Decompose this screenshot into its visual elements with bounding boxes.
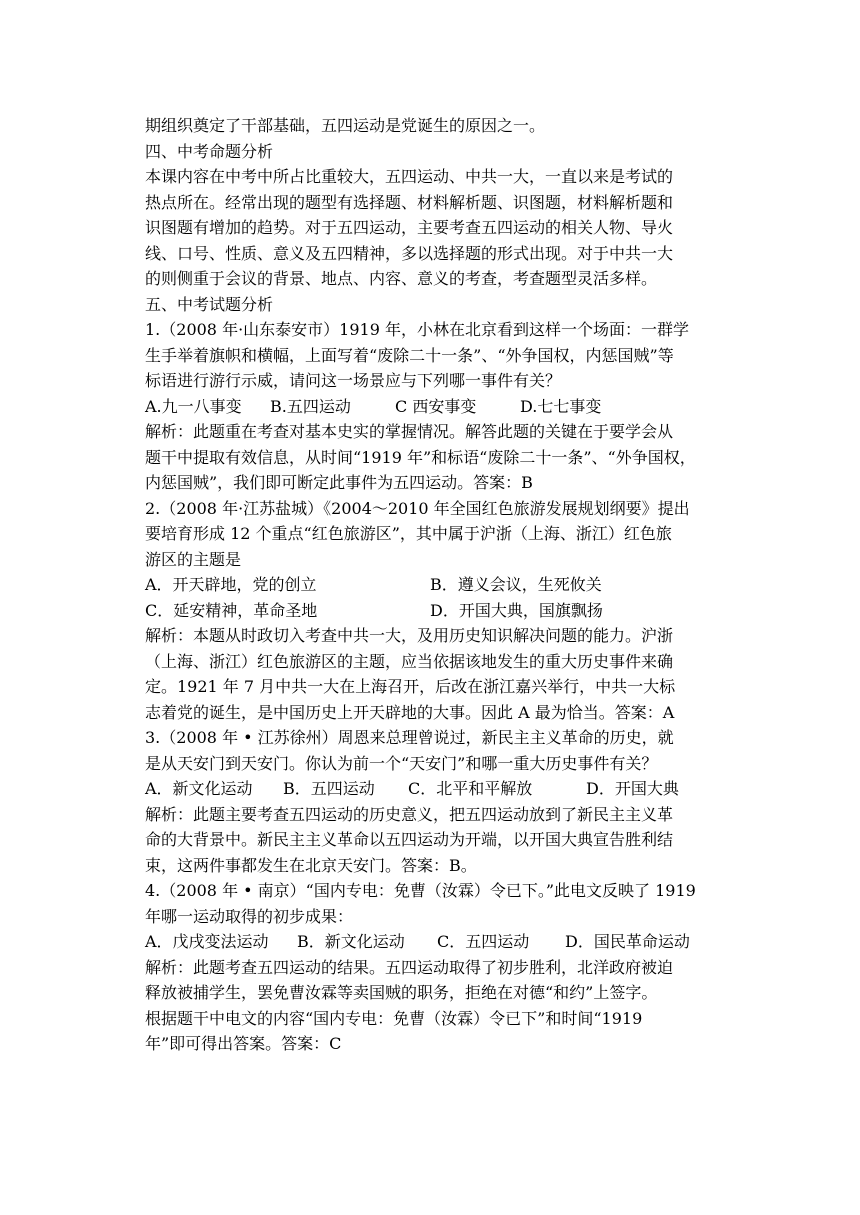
analysis-line: 题干中提取有效信息，从时间“1919 年”和标语“废除二十一条”、“外争国权， <box>145 447 696 467</box>
analysis-line: 定。1921 年 7 月中共一大在上海召开，后改在浙江嘉兴举行，中共一大标 <box>145 677 676 696</box>
option-d: D．国民革命运动 <box>565 932 690 951</box>
option-b: B．新文化运动 <box>297 932 405 951</box>
analysis-line: 志着党的诞生，是中国历史上开天辟地的大事。因此 A 最为恰当。答案：A <box>145 702 675 722</box>
q3-options <box>145 776 715 802</box>
option-c: C．延安精神，革命圣地 <box>145 600 318 620</box>
option-c: C．五四运动 <box>437 932 530 951</box>
option-a: A．新文化运动 <box>145 779 253 798</box>
option-d: D.七七事变 <box>520 396 602 416</box>
option-c: C 西安事变 <box>395 396 477 416</box>
text-line: 本课内容在中考中所占比重较大，五四运动、中共一大，一直以来是考试的 <box>145 167 674 186</box>
analysis-line: （上海、浙江）红色旅游区的主题，应当依据该地发生的重大历史事件来确 <box>145 651 674 671</box>
question-stem: 游区的主题是 <box>145 549 242 569</box>
analysis-line: 命的大背景中。新民主主义革命以五四运动为开端，以开国大典宣告胜利结 <box>145 830 674 849</box>
q4-options <box>145 929 715 955</box>
analysis-line: 根据题干中电文的内容“国内专电：免曹（汝霖）令已下”和时间“1919 <box>145 1008 643 1028</box>
analysis-line: 解析：此题考查五四运动的结果。五四运动取得了初步胜利，北洋政府被迫 <box>145 957 674 977</box>
text-line: 热点所在。经常出现的题型有选择题、材料解析题、识图题，材料解析题和 <box>145 192 674 212</box>
option-a: A．戊戌变法运动 <box>145 932 269 951</box>
option-b: B．遵义会议，生死攸关 <box>430 575 602 594</box>
option-d: D．开国大典，国旗飘扬 <box>430 600 603 620</box>
question-stem: 2.（2008 年·江苏盐城）《2004～2010 年全国红色旅游发展规划纲要》提出 <box>145 498 690 518</box>
question-stem: 生手举着旗帜和横幅，上面写着“废除二十一条”、“外争国权，内惩国贼”等 <box>145 345 674 365</box>
text-line: 的则侧重于会议的背景、地点、内容、意义的考查，考查题型灵活多样。 <box>145 269 658 288</box>
text-line: 线、口号、性质、意义及五四精神，多以选择题的形式出现。对于中共一大 <box>145 243 674 263</box>
question-stem: 是从天安门到天安门。你认为前一个“天安门”和哪一重大历史事件有关？ <box>145 753 658 773</box>
question-stem: 年哪一运动取得的初步成果： <box>145 906 354 926</box>
q2-options-row1 <box>145 572 715 598</box>
question-stem: 要培育形成 12 个重点“红色旅游区”，其中属于沪浙（上海、浙江）红色旅 <box>145 524 672 543</box>
option-b: B．五四运动 <box>283 779 375 798</box>
option-c: C．北平和平解放 <box>408 779 533 798</box>
section-heading: 五、中考试题分析 <box>145 294 274 314</box>
analysis-line: 内惩国贼”，我们即可断定此事件为五四运动。答案：B <box>145 473 533 492</box>
option-d: D．开国大典 <box>586 779 679 798</box>
question-stem: 4.（2008 年 • 南京）“国内专电：免曹（汝霖）令已下。”此电文反映了 1919 <box>145 881 696 900</box>
q1-options <box>145 394 715 420</box>
analysis-line: 年”即可得出答案。答案：C <box>145 1034 342 1053</box>
q2-options-row2 <box>145 598 715 624</box>
text-line: 期组织奠定了干部基础，五四运动是党诞生的原因之一。 <box>145 116 546 135</box>
question-stem: 标语进行游行示威，请问这一场景应与下列哪一事件有关？ <box>145 371 562 390</box>
analysis-line: 解析：此题重在考查对基本史实的掌握情况。解答此题的关键在于要学会从 <box>145 422 674 441</box>
option-a: A.九一八事变 <box>145 396 242 416</box>
analysis-line: 释放被捕学生，罢免曹汝霖等卖国贼的职务，拒绝在对德“和约”上签字。 <box>145 983 658 1002</box>
option-a: A．开天辟地，党的创立 <box>145 575 317 594</box>
analysis-line: 解析：此题主要考查五四运动的历史意义，把五四运动放到了新民主主义革 <box>145 804 674 824</box>
question-stem: 3.（2008 年 • 江苏徐州）周恩来总理曾说过，新民主主义革命的历史，就 <box>145 728 674 747</box>
analysis-line: 解析：本题从时政切入考查中共一大，及用历史知识解决问题的能力。沪浙 <box>145 626 674 645</box>
question-stem: 1.（2008 年·山东泰安市）1919 年，小林在北京看到这样一个场面：一群学 <box>145 320 689 339</box>
analysis-line: 束，这两件事都发生在北京天安门。答案：B。 <box>145 855 477 875</box>
text-line: 识图题有增加的趋势。对于五四运动，主要考查五四运动的相关人物、导火 <box>145 218 674 237</box>
document-body <box>145 113 715 1057</box>
option-b: B.五四运动 <box>270 396 351 416</box>
section-heading: 四、中考命题分析 <box>145 141 274 161</box>
